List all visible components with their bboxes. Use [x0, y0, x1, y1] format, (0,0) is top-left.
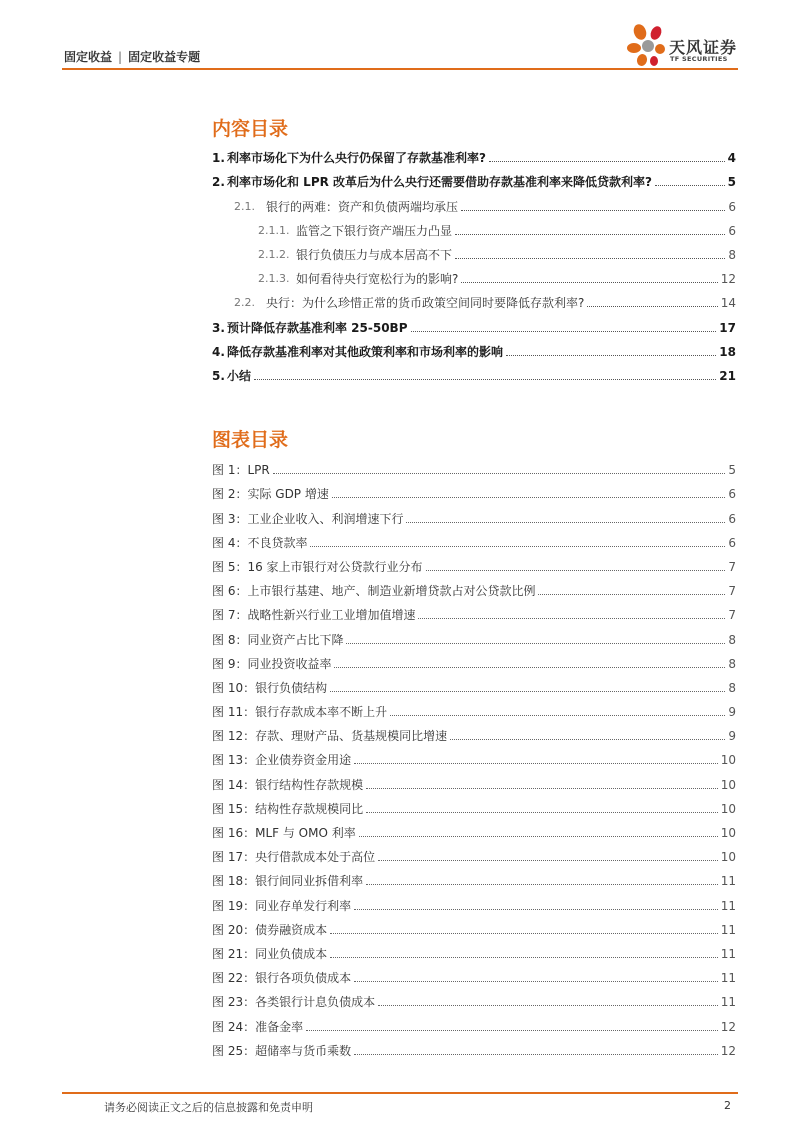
dot-leader: [254, 379, 716, 380]
figure-label: 图 13：企业债券资金用途: [212, 753, 352, 768]
figure-item[interactable]: [212, 526, 736, 550]
figures-title: 图表目录: [212, 429, 289, 451]
figure-label: 图 8：同业资产占比下降: [212, 632, 344, 647]
dot-leader: [330, 691, 725, 692]
figure-item[interactable]: [212, 574, 736, 598]
figure-item[interactable]: [212, 453, 736, 477]
figure-label: 图 5：16 家上市银行对公贷款行业分布: [212, 559, 423, 574]
toc-item-page: 14: [720, 296, 736, 311]
flower-logo-icon: [626, 22, 670, 68]
figure-page: 11: [720, 874, 736, 889]
dot-leader: [426, 570, 726, 571]
figure-label: 图 20：债券融资成本: [212, 922, 328, 937]
figure-page: 9: [728, 729, 736, 744]
footer-divider: [62, 1092, 738, 1094]
toc-item[interactable]: 4. 降低存款基准利率对其他政策利率和市场利率的影响 18: [212, 344, 736, 359]
toc-item-text: 小结: [227, 368, 252, 383]
header-breadcrumb: [64, 48, 200, 65]
figure-item[interactable]: [212, 550, 736, 574]
footer-disclaimer: 请务必阅读正文之后的信息披露和免责申明: [104, 1101, 313, 1114]
header-category: 固定收益: [64, 50, 113, 64]
figure-item[interactable]: [212, 767, 736, 791]
dot-leader: [334, 667, 725, 668]
figure-page: 11: [720, 946, 736, 961]
toc-item-text: 监管之下银行资产端压力凸显: [296, 223, 453, 238]
toc-item-page: 8: [728, 247, 736, 262]
figure-label: 图 24：准备金率: [212, 1019, 304, 1034]
figure-page: 10: [720, 850, 736, 865]
figure-page: 11: [720, 995, 736, 1010]
dot-leader: [390, 715, 725, 716]
figure-page: 7: [728, 608, 736, 623]
figure-item[interactable]: [212, 719, 736, 743]
dot-leader: [366, 884, 718, 885]
header-subcategory: 固定收益专题: [128, 50, 201, 64]
figure-page: 8: [728, 680, 736, 695]
logo-english-name: TF SECURITIES: [670, 55, 728, 63]
figure-item[interactable]: [212, 477, 736, 501]
toc-item[interactable]: 2.1. 银行的两难：资产和负债两端均承压 6: [234, 199, 736, 214]
toc-item-text: 央行：为什么珍惜正常的货币政策空间同时要降低存款利率?: [266, 296, 585, 311]
figure-label: 图 19：同业存单发行利率: [212, 898, 352, 913]
dot-leader: [455, 258, 725, 259]
figure-page: 10: [720, 753, 736, 768]
dot-leader: [489, 161, 725, 162]
dot-leader: [411, 331, 717, 332]
toc-item-text: 如何看待央行宽松行为的影响?: [296, 272, 459, 287]
dot-leader: [366, 812, 718, 813]
toc-item[interactable]: 3. 预计降低存款基准利率 25-50BP 17: [212, 320, 736, 335]
figure-label: 图 22：银行各项负债成本: [212, 971, 352, 986]
toc-item[interactable]: 2.1.2. 银行负债压力与成本居高不下 8: [258, 247, 736, 262]
figure-label: 图 16：MLF 与 OMO 利率: [212, 826, 356, 840]
figure-page: 8: [728, 632, 736, 647]
figure-label: 图 1：LPR: [212, 463, 270, 478]
figure-item[interactable]: [212, 1034, 736, 1058]
dot-leader: [330, 933, 718, 934]
dot-leader: [354, 763, 718, 764]
figure-label: 图 2：实际 GDP 增速: [212, 487, 329, 502]
toc-item-page: 6: [728, 223, 736, 238]
figure-label: 图 25：超储率与货币乘数: [212, 1043, 352, 1058]
dot-leader: [455, 234, 725, 235]
figure-page: 11: [720, 922, 736, 937]
figure-item[interactable]: [212, 598, 736, 622]
dot-leader: [418, 618, 725, 619]
figure-page: 12: [720, 1019, 736, 1034]
figure-page: 10: [720, 777, 736, 792]
figure-item[interactable]: [212, 671, 736, 695]
figure-item[interactable]: [212, 1009, 736, 1033]
figure-label: 图 7：战略性新兴行业工业增加值增速: [212, 608, 416, 623]
figure-label: 图 10：银行负债结构: [212, 680, 328, 695]
dot-leader: [378, 1005, 718, 1006]
toc-item[interactable]: 2.1.3. 如何看待央行宽松行为的影响? 12: [258, 272, 736, 287]
figure-label: 图 21：同业负债成本: [212, 946, 328, 961]
figure-page: 10: [720, 826, 736, 840]
logo-chinese-name: 天风证券: [669, 38, 738, 57]
page-number: 2: [724, 1099, 731, 1112]
dot-leader: [461, 210, 725, 211]
toc-item[interactable]: 5. 小结 21: [212, 368, 736, 383]
toc-item-text: 利率市场化和 LPR 改革后为什么央行还需要借助存款基准利率来降低贷款利率?: [227, 175, 653, 190]
figure-item[interactable]: [212, 840, 736, 864]
figure-page: 5: [728, 463, 736, 478]
figure-label: 图 9：同业投资收益率: [212, 656, 332, 671]
dot-leader: [354, 909, 718, 910]
figure-label: 图 12：存款、理财产品、货基规模同比增速: [212, 729, 448, 744]
dot-leader: [655, 185, 725, 186]
figure-label: 图 3：工业企业收入、利润增速下行: [212, 511, 404, 526]
figure-page: 8: [728, 656, 736, 671]
figure-page: 6: [728, 535, 736, 550]
dot-leader: [332, 497, 726, 498]
figure-page: 9: [728, 705, 736, 720]
figure-page: 7: [728, 559, 736, 574]
figure-label: 图 6：上市银行基建、地产、制造业新增贷款占对公贷款比例: [212, 584, 536, 599]
figure-item[interactable]: [212, 501, 736, 525]
figure-item[interactable]: [212, 816, 736, 840]
toc-item[interactable]: 2.1.1. 监管之下银行资产端压力凸显 6: [258, 223, 736, 238]
toc-item-page: 4: [727, 151, 736, 166]
dot-leader: [330, 957, 718, 958]
figure-label: 图 14：银行结构性存款规模: [212, 777, 364, 792]
figure-item[interactable]: [212, 695, 736, 719]
toc-item-page: 21: [719, 368, 736, 383]
figure-page: 12: [720, 1043, 736, 1058]
figure-page: 11: [720, 898, 736, 913]
dot-leader: [506, 355, 716, 356]
figure-label: 图 17：央行借款成本处于高位: [212, 850, 376, 865]
dot-leader: [310, 546, 725, 547]
figure-item[interactable]: [212, 937, 736, 961]
toc-item-text: 银行的两难：资产和负债两端均承压: [266, 199, 459, 214]
figure-page: 11: [720, 971, 736, 986]
figures-list: [212, 453, 736, 1058]
toc-title: 内容目录: [212, 118, 289, 140]
toc-item-text: 银行负债压力与成本居高不下: [296, 247, 453, 262]
dot-leader: [354, 981, 718, 982]
dot-leader: [273, 473, 726, 474]
figure-page: 10: [720, 801, 736, 816]
toc-item-text: 利率市场化下为什么央行仍保留了存款基准利率?: [227, 151, 486, 166]
toc-item-text: 预计降低存款基准利率 25-50BP: [227, 320, 408, 335]
dot-leader: [306, 1030, 718, 1031]
dot-leader: [354, 1054, 718, 1055]
toc-item[interactable]: 1. 利率市场化下为什么央行仍保留了存款基准利率? 4: [212, 151, 736, 166]
toc-item-page: 6: [728, 199, 736, 214]
figure-label: 图 4：不良贷款率: [212, 535, 308, 550]
toc-list: [212, 141, 736, 383]
figure-item[interactable]: [212, 985, 736, 1009]
figure-item[interactable]: [212, 743, 736, 767]
figure-item[interactable]: [212, 961, 736, 985]
figure-item[interactable]: [212, 864, 736, 888]
toc-item-page: 17: [719, 320, 736, 335]
dot-leader: [366, 788, 718, 789]
figure-page: 7: [728, 584, 736, 599]
figure-label: 图 15：结构性存款规模同比: [212, 801, 364, 816]
figure-page: 6: [728, 511, 736, 526]
figure-item[interactable]: [212, 792, 736, 816]
figure-item[interactable]: [212, 888, 736, 912]
figure-label: 图 11：银行存款成本率不断上升: [212, 705, 388, 720]
toc-item[interactable]: 2.2. 央行：为什么珍惜正常的货币政策空间同时要降低存款利率? 14: [234, 296, 736, 311]
dot-leader: [359, 836, 718, 837]
figure-page: 6: [728, 487, 736, 502]
toc-item-page: 5: [727, 175, 736, 190]
dot-leader: [538, 594, 725, 595]
dot-leader: [461, 282, 717, 283]
toc-item-page: 12: [720, 272, 736, 287]
header-separator: |: [118, 50, 123, 64]
figure-label: 图 23：各类银行计息负债成本: [212, 995, 376, 1010]
dot-leader: [587, 306, 717, 307]
toc-item[interactable]: 2. 利率市场化和 LPR 改革后为什么央行还需要借助存款基准利率来降低贷款利率? 5: [212, 175, 736, 190]
dot-leader: [450, 739, 725, 740]
figure-item[interactable]: [212, 622, 736, 646]
dot-leader: [346, 643, 725, 644]
figure-item[interactable]: [212, 913, 736, 937]
dot-leader: [406, 522, 725, 523]
brand-logo: [626, 22, 746, 68]
toc-item-text: 降低存款基准利率对其他政策利率和市场利率的影响: [227, 344, 504, 359]
figure-item[interactable]: [212, 647, 736, 671]
toc-item-page: 18: [719, 344, 736, 359]
dot-leader: [378, 860, 718, 861]
header-divider: [62, 68, 738, 70]
figure-label: 图 18：银行间同业拆借利率: [212, 874, 364, 889]
